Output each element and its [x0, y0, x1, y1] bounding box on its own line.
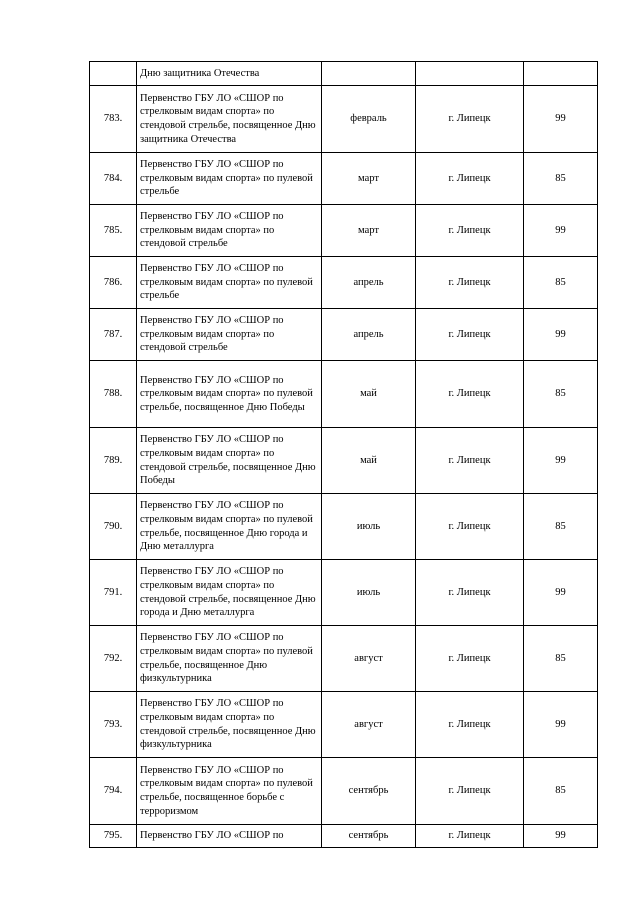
row-number: 787. — [90, 309, 137, 361]
event-place: г. Липецк — [416, 494, 524, 560]
row-number: 794. — [90, 758, 137, 825]
table-row — [90, 428, 598, 494]
event-name: Первенство ГБУ ЛО «СШОР по стрелковым видам спорта» по пулевой стрельбе, посвященное Дню города и Дню металлурга — [137, 494, 322, 560]
row-number — [90, 62, 137, 86]
row-number: 784. — [90, 153, 137, 205]
event-place: г. Липецк — [416, 86, 524, 153]
participant-count: 99 — [524, 428, 598, 494]
participant-count: 85 — [524, 758, 598, 825]
table-row — [90, 626, 598, 692]
event-name: Первенство ГБУ ЛО «СШОР по стрелковым видам спорта» по стендовой стрельбе, посвященное Дню физкультурника — [137, 692, 322, 758]
participant-count: 85 — [524, 361, 598, 428]
event-month: март — [322, 153, 416, 205]
event-name: Первенство ГБУ ЛО «СШОР по стрелковым видам спорта» по пулевой стрельбе, посвященное Дню физкультурника — [137, 626, 322, 692]
row-number: 793. — [90, 692, 137, 758]
event-month: апрель — [322, 257, 416, 309]
event-month: июль — [322, 560, 416, 626]
event-place: г. Липецк — [416, 825, 524, 848]
event-name: Первенство ГБУ ЛО «СШОР по стрелковым видам спорта» по пулевой стрельбе — [137, 257, 322, 309]
event-name: Первенство ГБУ ЛО «СШОР по стрелковым видам спорта» по стендовой стрельбе, посвященное Дню Победы — [137, 428, 322, 494]
event-place: г. Липецк — [416, 309, 524, 361]
table-row — [90, 86, 598, 153]
row-number: 789. — [90, 428, 137, 494]
participant-count: 85 — [524, 626, 598, 692]
table-row — [90, 309, 598, 361]
event-place: г. Липецк — [416, 560, 524, 626]
event-place: г. Липецк — [416, 257, 524, 309]
table-row — [90, 257, 598, 309]
row-number: 790. — [90, 494, 137, 560]
participant-count: 85 — [524, 494, 598, 560]
event-name: Первенство ГБУ ЛО «СШОР по стрелковым видам спорта» по стендовой стрельбе, посвященное Дню защитника Отечества — [137, 86, 322, 153]
row-number: 783. — [90, 86, 137, 153]
event-month: сентябрь — [322, 758, 416, 825]
event-place: г. Липецк — [416, 692, 524, 758]
events-table — [89, 61, 598, 848]
event-name: Первенство ГБУ ЛО «СШОР по стрелковым видам спорта» по пулевой стрельбе, посвященное Дню Победы — [137, 361, 322, 428]
participant-count — [524, 62, 598, 86]
table-row — [90, 494, 598, 560]
event-name: Первенство ГБУ ЛО «СШОР по стрелковым видам спорта» по пулевой стрельбе — [137, 153, 322, 205]
participant-count: 99 — [524, 560, 598, 626]
event-month: август — [322, 692, 416, 758]
row-number: 792. — [90, 626, 137, 692]
event-place: г. Липецк — [416, 758, 524, 825]
event-place — [416, 62, 524, 86]
event-month: май — [322, 361, 416, 428]
participant-count: 99 — [524, 205, 598, 257]
event-month: апрель — [322, 309, 416, 361]
participant-count: 99 — [524, 825, 598, 848]
event-month — [322, 62, 416, 86]
event-place: г. Липецк — [416, 626, 524, 692]
table-row — [90, 62, 598, 86]
event-place: г. Липецк — [416, 428, 524, 494]
row-number: 786. — [90, 257, 137, 309]
event-month: май — [322, 428, 416, 494]
table-row — [90, 560, 598, 626]
table-row — [90, 153, 598, 205]
participant-count: 99 — [524, 692, 598, 758]
participant-count: 85 — [524, 153, 598, 205]
row-number: 795. — [90, 825, 137, 848]
event-month: август — [322, 626, 416, 692]
event-name: Первенство ГБУ ЛО «СШОР по — [137, 825, 322, 848]
event-place: г. Липецк — [416, 361, 524, 428]
row-number: 788. — [90, 361, 137, 428]
event-name: Первенство ГБУ ЛО «СШОР по стрелковым видам спорта» по стендовой стрельбе — [137, 205, 322, 257]
participant-count: 99 — [524, 309, 598, 361]
event-month: сентябрь — [322, 825, 416, 848]
event-month: март — [322, 205, 416, 257]
event-month: июль — [322, 494, 416, 560]
row-number: 785. — [90, 205, 137, 257]
table-row — [90, 361, 598, 428]
event-name: Первенство ГБУ ЛО «СШОР по стрелковым видам спорта» по стендовой стрельбе, посвященное Дню города и Дню металлурга — [137, 560, 322, 626]
event-month: февраль — [322, 86, 416, 153]
event-place: г. Липецк — [416, 205, 524, 257]
participant-count: 99 — [524, 86, 598, 153]
event-name: Дню защитника Отечества — [137, 62, 322, 86]
row-number: 791. — [90, 560, 137, 626]
event-name: Первенство ГБУ ЛО «СШОР по стрелковым видам спорта» по пулевой стрельбе, посвященное борьбе с терроризмом — [137, 758, 322, 825]
event-name: Первенство ГБУ ЛО «СШОР по стрелковым видам спорта» по стендовой стрельбе — [137, 309, 322, 361]
table-row — [90, 825, 598, 848]
table-row — [90, 205, 598, 257]
event-place: г. Липецк — [416, 153, 524, 205]
table-row — [90, 758, 598, 825]
participant-count: 85 — [524, 257, 598, 309]
table-row — [90, 692, 598, 758]
